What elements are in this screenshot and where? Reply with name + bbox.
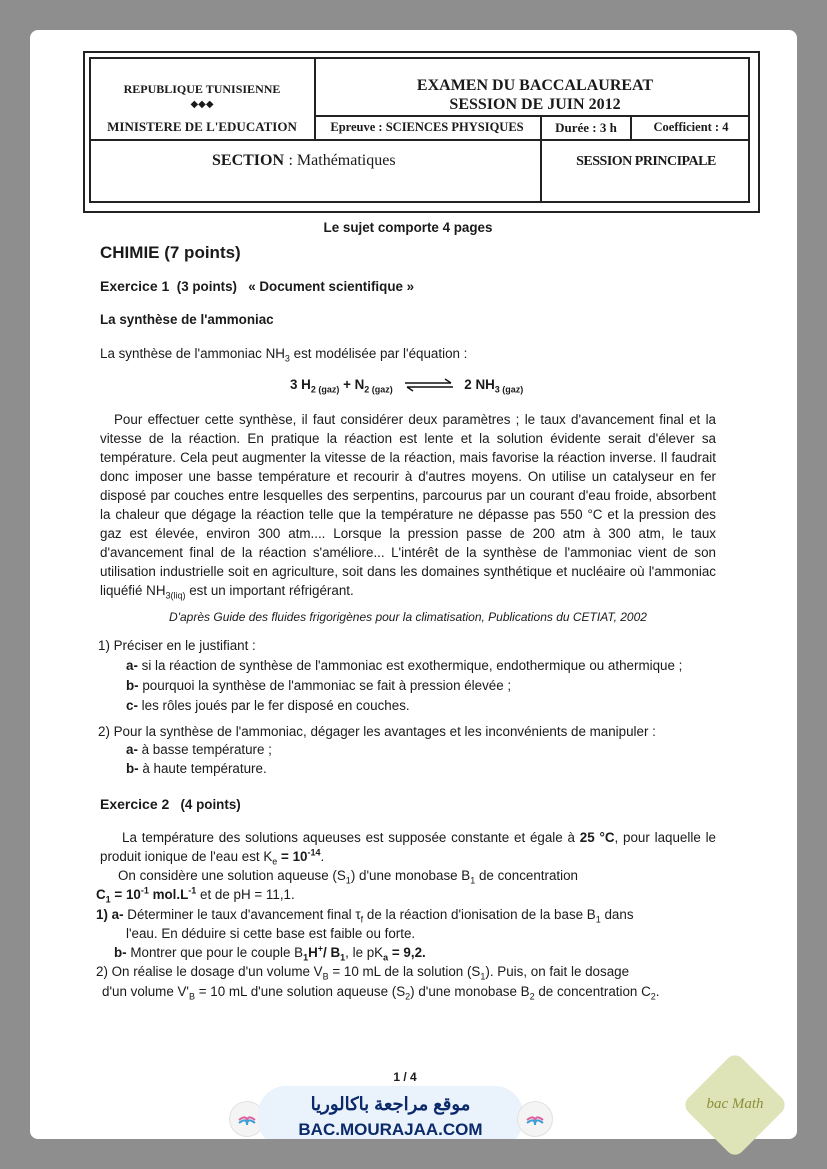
ex1-intro-sub: 3 — [284, 353, 290, 364]
item-label: b- — [114, 945, 127, 960]
sub: 1 — [595, 914, 601, 925]
text: d'un volume V' — [102, 984, 189, 999]
item-label: 1) a- — [96, 907, 124, 922]
eq-sub: 2 (gaz) — [364, 384, 393, 395]
page-number: 1 / 4 — [393, 1070, 417, 1084]
temperature-value: 25 °C — [579, 830, 615, 845]
coefficient-label: Coefficient : 4 — [653, 120, 729, 134]
site-logo-right — [517, 1101, 553, 1137]
eq-sub: 3 (gaz) — [494, 384, 524, 395]
text: = 9,2. — [388, 945, 426, 960]
ex1-document-text — [100, 410, 716, 600]
text: = 10 — [110, 887, 141, 902]
sup: + — [317, 943, 324, 954]
item-text: à haute température. — [138, 761, 267, 776]
ex2-q2 — [96, 962, 629, 982]
ex2-q1a — [96, 905, 634, 925]
text: mol.L — [148, 887, 189, 902]
item-label: c- — [126, 698, 138, 713]
bacmath-badge-label: bac Math — [706, 1096, 764, 1112]
item-label: b- — [126, 761, 139, 776]
chimie-title: CHIMIE (7 points) — [100, 243, 241, 262]
text: 2) On réalise le dosage d'un volume V — [96, 964, 323, 979]
sup: -1 — [188, 885, 197, 896]
header-divider — [314, 115, 750, 117]
ornament: ◆◆◆ — [190, 99, 214, 110]
text: La température des solutions aqueuses est supposée constante et égale à — [122, 830, 580, 845]
text: de la réaction d'ionisation de la base B — [363, 907, 596, 922]
text: Déterminer le taux d'avancement final τ — [123, 907, 361, 922]
republic-label: REPUBLIQUE TUNISIENNE — [123, 82, 281, 96]
ex1-paragraph-end: est un important réfrigérant. — [185, 583, 354, 598]
text: = 10 — [277, 849, 308, 864]
sub: f — [360, 914, 364, 925]
ministry-label: MINISTERE DE L'EDUCATION — [107, 119, 297, 134]
equilibrium-arrow-icon — [403, 378, 455, 392]
ex1-q1: 1) Préciser en le justifiant : — [98, 638, 256, 653]
section-label: SECTION — [212, 152, 285, 169]
exam-title: EXAMEN DU BACCALAUREAT — [416, 77, 654, 94]
sub: B — [322, 971, 329, 982]
page-count-note: Le sujet comporte 4 pages — [323, 220, 493, 235]
epreuve-label: Epreuve : SCIENCES PHYSIQUES — [330, 120, 524, 134]
text: ) d'une monobase B — [410, 984, 530, 999]
ex1-intro — [100, 344, 467, 364]
text: H — [308, 945, 318, 960]
ex2-title: Exercice 2 — [100, 796, 170, 812]
ex1-paragraph: Pour effectuer cette synthèse, il faut considérer deux paramètres ; le taux d'avancement final et la vitesse de la réaction. En pratique la réaction est lente et la solution évidente serait d'élever sa température. Cela peut augmenter la vitesse de la réaction, mais favorise la réaction inverse. Il faudrait donc imposer une basse température et recourir à d'autres moyens. On utilise un catalyseur en fer disposé par couches entre lesquelles des serpentins, parcourus par un courant d'eau froide, absorbent la chaleur que dégage la réaction telle que la température ne dépasse pas 550 °C et la pression des gaz est élevée, environ 300 atm.... Lorsque la pression passe de 200 atm à 300 atm, le taux d'avancement final de la réaction s'améliore... L'intérêt de la synthèse de l'ammoniac vient de son utilisation industrielle soit en agriculture, soit dans les domaines synthétique et nucléaire où l'ammoniac liquéfié NH — [100, 412, 716, 598]
item-label: a- — [126, 742, 138, 757]
ex1-intro-end: est modélisée par l'équation : — [289, 346, 468, 361]
eq-sub: 2 (gaz) — [310, 384, 340, 395]
ex2-q2-cont — [102, 982, 660, 1002]
book-icon — [518, 1102, 552, 1136]
ex2-heading — [100, 794, 241, 815]
ex1-q2b — [126, 759, 267, 779]
text: C — [96, 887, 106, 902]
ex1-q2a — [126, 740, 272, 760]
text: dans — [600, 907, 634, 922]
ex2-intro — [100, 828, 716, 866]
ex2-q1b — [114, 943, 426, 963]
ex2-solution-s1 — [118, 866, 578, 886]
ex1-q2: 2) Pour la synthèse de l'ammoniac, dégager les avantages et les inconvénients de manipuler : — [98, 724, 656, 739]
ex2-q1a-cont: l'eau. En déduire si cette base est faible ou forte. — [126, 926, 416, 941]
item-text: à basse température ; — [137, 742, 272, 757]
session-type: SESSION PRINCIPALE — [576, 154, 716, 169]
session-title: SESSION DE JUIN 2012 — [449, 96, 621, 113]
item-text: les rôles joués par le fer disposé en couches. — [137, 698, 410, 713]
ex1-heading — [100, 276, 414, 297]
equation — [290, 375, 550, 395]
ex1-intro-text: La synthèse de l'ammoniac NH — [100, 346, 285, 361]
section-line — [212, 152, 396, 170]
sub: 2 — [405, 991, 411, 1002]
eq-reactant-1: 3 H — [290, 377, 311, 392]
text: ) d'une monobase B — [350, 868, 471, 883]
exam-page — [30, 30, 797, 1139]
sub: e — [272, 856, 278, 867]
text: , pour laquelle le produit ionique de l'eau est K — [100, 830, 716, 864]
ex1-doc-label: « Document scientifique » — [248, 279, 415, 294]
site-banner-link[interactable] — [258, 1086, 523, 1139]
text: . — [655, 984, 660, 999]
ex1-q1b — [126, 676, 511, 696]
ex1-title: Exercice 1 — [100, 278, 170, 294]
sub: B — [189, 991, 196, 1002]
ex2-points: (4 points) — [180, 797, 241, 812]
section-value: : Mathématiques — [288, 152, 396, 169]
duree-label: Durée : 3 h — [555, 120, 617, 135]
eq-product: 2 NH — [464, 377, 495, 392]
item-label: b- — [126, 678, 139, 693]
sub: 1 — [105, 894, 111, 905]
sub: 1 — [345, 875, 351, 886]
sub: 1 — [480, 971, 486, 982]
text: de concentration C — [534, 984, 651, 999]
site-arabic-name: موقع مراجعة باكالوريا — [310, 1094, 471, 1114]
sub: 1 — [303, 952, 309, 963]
text: et de pH = 11,1. — [196, 887, 295, 902]
text: Montrer que pour le couple B — [126, 945, 304, 960]
item-text: si la réaction de synthèse de l'ammoniac est exothermique, endothermique ou athermique ; — [137, 658, 683, 673]
sup: -1 — [140, 885, 149, 896]
sub: 1 — [340, 952, 346, 963]
ex1-q1c — [126, 696, 410, 716]
sub: a — [383, 952, 389, 963]
ex1-paragraph-sub: 3(liq) — [165, 590, 186, 601]
ex2-concentration — [96, 885, 295, 905]
text: = 10 mL d'une solution aqueuse (S — [195, 984, 406, 999]
ex1-points: (3 points) — [176, 279, 238, 294]
text: = 10 mL de la solution (S — [328, 964, 481, 979]
item-text: pourquoi la synthèse de l'ammoniac se fait à pression élevée ; — [138, 678, 512, 693]
eq-reactant-2: + N — [339, 377, 365, 392]
text: ). Puis, on fait le dosage — [485, 964, 630, 979]
ex1-q1a — [126, 656, 682, 676]
text: , le pK — [345, 945, 384, 960]
sub: 2 — [529, 991, 535, 1002]
text: On considère une solution aqueuse (S — [118, 868, 346, 883]
item-label: a- — [126, 658, 138, 673]
document-source: D'après Guide des fluides frigorigènes pour la climatisation, Publications du CETIAT, 2002 — [169, 610, 647, 624]
sup: -14 — [307, 847, 321, 858]
sub: 1 — [470, 875, 476, 886]
text: / B — [323, 945, 341, 960]
text: de concentration — [475, 868, 578, 883]
site-url: BAC.MOURAJAA.COM — [298, 1120, 483, 1139]
sub: 2 — [650, 991, 656, 1002]
header-divider — [89, 139, 750, 141]
ex1-subtitle: La synthèse de l'ammoniac — [100, 312, 274, 327]
text: . — [320, 849, 325, 864]
